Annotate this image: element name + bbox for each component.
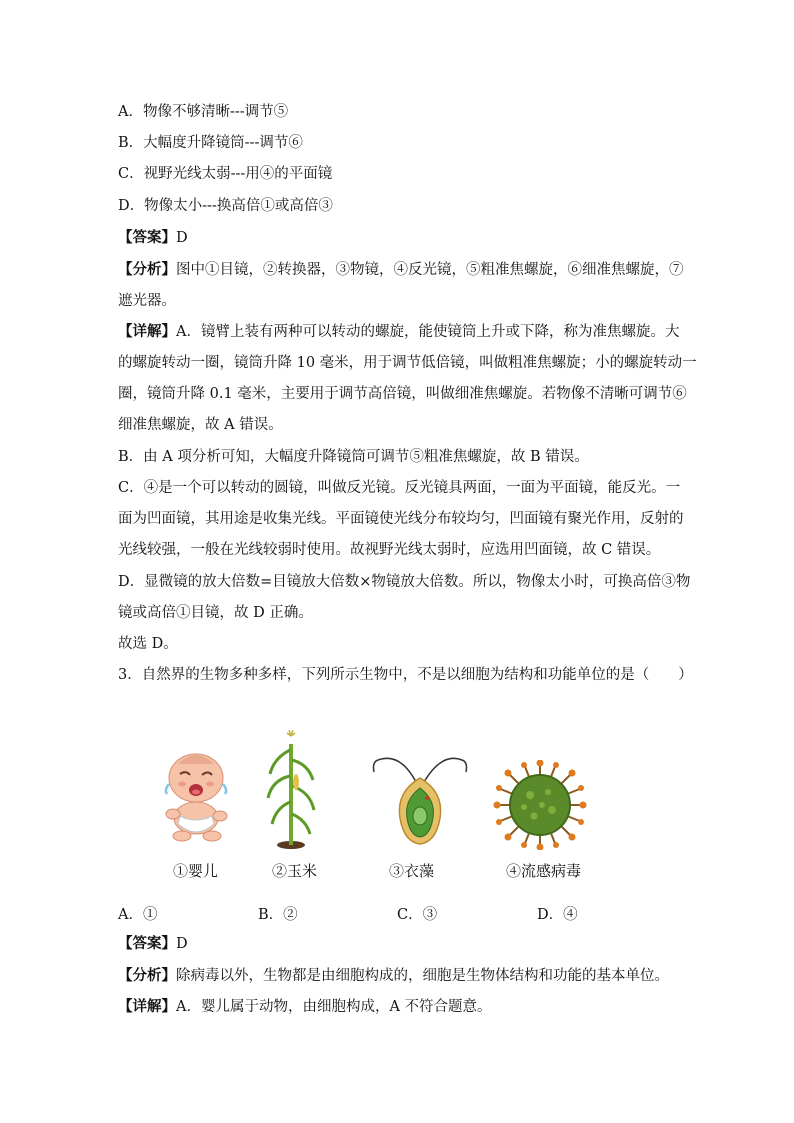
- q2-detail-line-7: 面为凹面镜，其用途是收集光线。平面镜使光线分布较均匀，凹面镜有聚光作用，反射的: [118, 511, 684, 527]
- caption-baby: ①婴儿: [173, 862, 219, 880]
- q2-analysis-line-2: 遮光器。: [118, 293, 176, 309]
- q2-detail-line-10: 镜或高倍①目镜，故 D 正确。: [118, 605, 313, 621]
- q3-option-d: D．④: [537, 907, 578, 923]
- corn-image: [266, 730, 316, 850]
- caption-influenza-virus: ④流感病毒: [506, 862, 582, 880]
- q3-answer: [118, 934, 188, 954]
- detail-text: A．镜臂上装有两种可以转动的螺旋，能使镜筒上升或下降，称为准焦螺旋。大: [176, 324, 680, 340]
- q2-detail-line-1: [118, 322, 679, 342]
- q3-stem: 3．自然界的生物多种多样，下列所示生物中，不是以细胞为结构和功能单位的是（ ）: [118, 667, 693, 683]
- detail-tag: 【详解】: [118, 998, 176, 1015]
- q2-detail-line-9: D．显微镜的放大倍数=目镜放大倍数×物镜放大倍数。所以，物像太小时，可换高倍③物: [118, 574, 691, 590]
- influenza-virus-image: [490, 760, 590, 850]
- q2-option-b: B．大幅度升降镜筒---调节⑥: [118, 135, 303, 151]
- baby-image: [160, 738, 230, 843]
- caption-chlamydomonas: ③衣藻: [389, 862, 435, 880]
- q3-analysis: [118, 966, 669, 986]
- q3-option-c: C．③: [397, 907, 438, 923]
- analysis-text: 除病毒以外，生物都是由细胞构成的，细胞是生物体结构和功能的基本单位。: [176, 968, 669, 984]
- analysis-text: 图中①目镜，②转换器，③物镜，④反光镜，⑤粗准焦螺旋，⑥细准焦螺旋，⑦: [176, 262, 684, 278]
- q3-detail: [118, 997, 492, 1017]
- detail-text: A．婴儿属于动物，由细胞构成，A 不符合题意。: [176, 999, 492, 1015]
- answer-tag: 【答案】: [118, 935, 176, 952]
- q2-detail-line-3: 圈，镜筒升降 0.1 毫米，主要用于调节高倍镜，叫做细准焦螺旋。若物像不清晰可调节⑥: [118, 386, 687, 402]
- chlamydomonas-image: [370, 748, 470, 846]
- q2-detail-line-4: 细准焦螺旋，故 A 错误。: [118, 417, 283, 433]
- q2-option-c: C．视野光线太弱---用④的平面镜: [118, 166, 333, 182]
- q2-analysis-line-1: [118, 260, 684, 280]
- q2-answer: [118, 228, 188, 248]
- caption-corn: ②玉米: [272, 862, 318, 880]
- analysis-tag: 【分析】: [118, 261, 176, 278]
- answer-tag: 【答案】: [118, 229, 176, 246]
- q3-option-a: A．①: [118, 907, 158, 923]
- answer-value: D: [176, 936, 188, 952]
- q2-detail-line-6: C．④是一个可以转动的圆镜，叫做反光镜。反光镜具两面，一面为平面镜，能反光。一: [118, 480, 681, 496]
- answer-value: D: [176, 230, 188, 246]
- q2-option-a: A．物像不够清晰---调节⑤: [118, 104, 289, 120]
- q2-detail-line-8: 光线较强，一般在光线较弱时使用。故视野光线太弱时，应选用凹面镜，故 C 错误。: [118, 542, 661, 558]
- q2-detail-line-5: B．由 A 项分析可知，大幅度升降镜筒可调节⑤粗准焦螺旋，故 B 错误。: [118, 449, 589, 465]
- q2-option-d: D．物像太小---换高倍①或高倍③: [118, 198, 333, 214]
- detail-tag: 【详解】: [118, 323, 176, 340]
- q2-detail-line-2: 的螺旋转动一圈，镜筒升降 10 毫米，用于调节低倍镜，叫做粗准焦螺旋；小的螺旋转动一: [118, 355, 697, 371]
- q2-conclusion: 故选 D。: [118, 636, 178, 652]
- analysis-tag: 【分析】: [118, 967, 176, 984]
- q3-option-b: B．②: [258, 907, 298, 923]
